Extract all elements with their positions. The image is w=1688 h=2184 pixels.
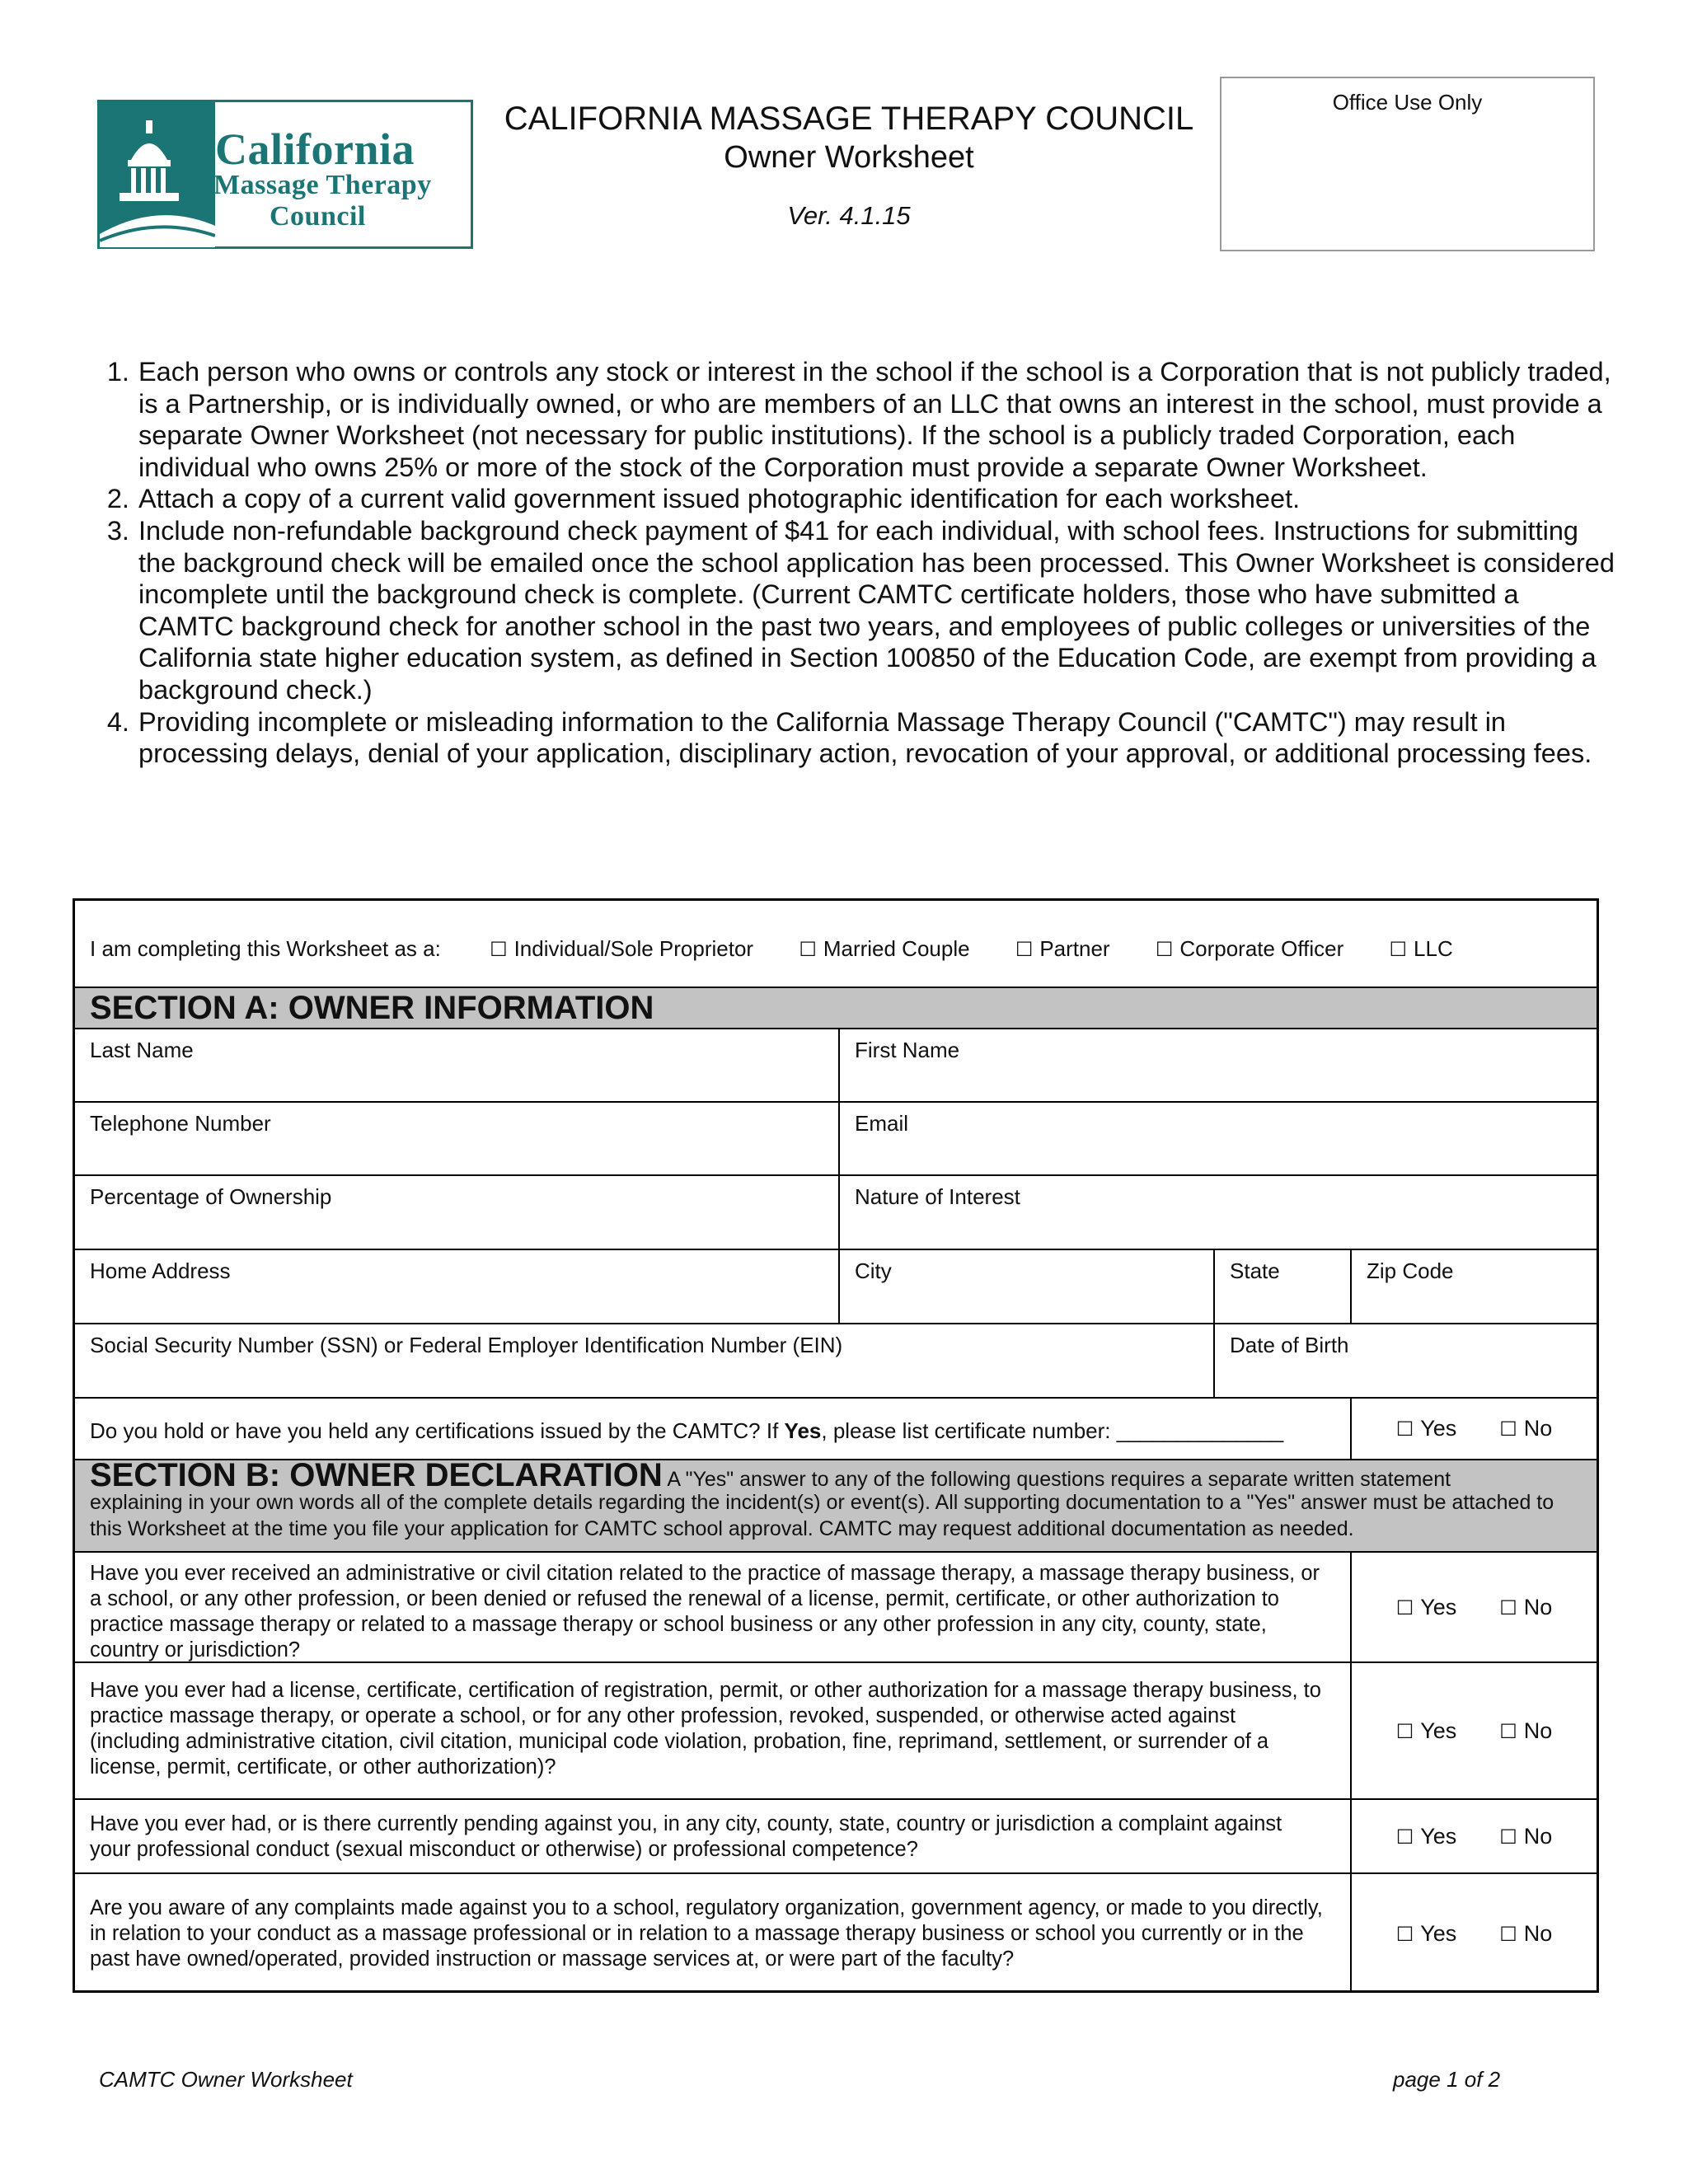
checkbox-icon[interactable]: ☐ bbox=[1499, 1923, 1517, 1946]
form-title: Owner Worksheet bbox=[724, 140, 974, 175]
ownership-field[interactable] bbox=[75, 1176, 838, 1249]
checkbox-icon[interactable]: ☐ bbox=[1395, 1825, 1414, 1849]
checkbox-icon[interactable]: ☐ bbox=[1499, 1720, 1517, 1743]
declaration-question: Have you ever had, or is there currently pending against you, in any city, county, state, country or jurisdiction a complaint against your professional conduct (sexual misconduct or otherwise) or professional competence? bbox=[90, 1812, 1282, 1861]
footer-page-number: page 1 of 2 bbox=[1393, 2067, 1501, 2092]
option-partner[interactable]: ☐ Partner bbox=[1015, 936, 1110, 961]
checkbox-icon[interactable]: ☐ bbox=[1499, 1596, 1517, 1619]
checkbox-icon[interactable]: ☐ bbox=[799, 939, 817, 961]
yes-option[interactable]: ☐ Yes bbox=[1395, 1718, 1457, 1743]
version-label: Ver. 4.1.15 bbox=[787, 201, 911, 230]
declaration-question-row bbox=[75, 1551, 1597, 1661]
declaration-question-row bbox=[75, 1661, 1597, 1798]
declaration-question: Have you ever received an administrative or civil citation related to the practice of massage therapy, a massage therapy business, or a school, or any other profession, or been denied or refused the renewal of a license, permit, certificate, or other authorization to practice massage therapy or related to a massage therapy or school business or any other profession in any city, county, state, country or jurisdiction? bbox=[90, 1562, 1320, 1661]
declaration-question-row bbox=[75, 1798, 1597, 1872]
camtc-logo bbox=[97, 100, 473, 249]
instruction-item: 3. Include non-refundable background check payment of $41 for each individual, with school fees. Instructions for submitting the background check will be emailed once the school application has been processed. This Owner Worksheet is considered incomplete until the background check is complete. (Current CAMTC certificate holders, those who have submitted a CAMTC background check for another school in the past two years, and employees of public colleges or universities of the California state higher education system, as defined in Section 100850 of the Education Code, are exempt from providing a background check.) bbox=[137, 515, 1620, 706]
home-address-field[interactable] bbox=[75, 1250, 838, 1323]
last-name-field[interactable] bbox=[75, 1029, 838, 1101]
completing-as-row bbox=[75, 901, 1597, 987]
owner-form bbox=[73, 898, 1599, 1993]
no-option[interactable]: ☐ No bbox=[1499, 1594, 1553, 1619]
yes-option[interactable]: ☐ Yes bbox=[1395, 1594, 1457, 1619]
option-corporate-officer[interactable]: ☐ Corporate Officer bbox=[1155, 936, 1344, 961]
yes-option[interactable]: ☐ Yes bbox=[1395, 1920, 1457, 1946]
no-option[interactable]: ☐ No bbox=[1499, 1416, 1553, 1441]
question-yes-no bbox=[1350, 1553, 1597, 1661]
ownership-row bbox=[75, 1174, 1597, 1249]
ssn-label: Social Security Number (SSN) or Federal Employer Identification Number (EIN) bbox=[90, 1333, 843, 1357]
checkbox-icon[interactable]: ☐ bbox=[1015, 939, 1034, 961]
dob-label: Date of Birth bbox=[1230, 1333, 1349, 1357]
org-title: CALIFORNIA MASSAGE THERAPY COUNCIL bbox=[504, 101, 1194, 137]
checkbox-icon[interactable]: ☐ bbox=[1395, 1418, 1414, 1441]
option-individual[interactable]: ☐ Individual/Sole Proprietor bbox=[490, 936, 754, 961]
zip-label: Zip Code bbox=[1367, 1258, 1454, 1283]
city-field[interactable] bbox=[838, 1250, 1213, 1323]
instruction-item: 1. Each person who owns or controls any stock or interest in the school if the school is a Corporation that is not publicly traded, is a Partnership, or is individually owned, or who are members of an LLC that owns an interest in the school, must provide a separate Owner Worksheet (not necessary for public institutions). If the school is a publicly traded Corporation, each individual who owns 25% or more of the stock of the Corporation must provide a separate Owner Worksheet. bbox=[137, 356, 1620, 483]
no-option[interactable]: ☐ No bbox=[1499, 1823, 1553, 1849]
ssn-field[interactable] bbox=[75, 1324, 1213, 1397]
checkbox-icon[interactable]: ☐ bbox=[1389, 939, 1408, 961]
question-yes-no bbox=[1350, 1800, 1597, 1872]
checkbox-icon[interactable]: ☐ bbox=[1395, 1596, 1414, 1619]
address-row bbox=[75, 1249, 1597, 1323]
question-yes-no bbox=[1350, 1663, 1597, 1798]
checkbox-icon[interactable]: ☐ bbox=[1499, 1825, 1517, 1849]
checkbox-icon[interactable]: ☐ bbox=[1499, 1418, 1517, 1441]
checkbox-icon[interactable]: ☐ bbox=[490, 939, 508, 961]
section-b-intro: explaining in your own words all of the complete details regarding the incident(s) or event(s). All supporting documentation to a "Yes" answer must be attached to this Worksheet at the time you file your application for CAMTC school approval. CAMTC may request additional documentation as needed. bbox=[90, 1491, 1554, 1540]
telephone-field[interactable] bbox=[75, 1103, 838, 1174]
logo-text-council: Council bbox=[270, 201, 366, 232]
name-row bbox=[75, 1028, 1597, 1101]
email-field[interactable] bbox=[838, 1103, 1597, 1174]
no-option[interactable]: ☐ No bbox=[1499, 1920, 1553, 1946]
question-yes-no bbox=[1350, 1874, 1597, 1993]
instructions-list bbox=[97, 356, 1620, 770]
checkbox-icon[interactable]: ☐ bbox=[1155, 939, 1174, 961]
cert-yes-no bbox=[1350, 1399, 1597, 1459]
declaration-question: Are you aware of any complaints made against you to a school, regulatory organization, government agency, or made to you directly, in relation to your conduct as a massage professional or in relation to a massage therapy business or school you currently or in the past have owned/operated, provided instruction or massage services at, or were part of the faculty? bbox=[90, 1896, 1323, 1971]
capitol-dome-icon bbox=[100, 102, 215, 247]
yes-option[interactable]: ☐ Yes bbox=[1395, 1823, 1457, 1849]
interest-field[interactable] bbox=[838, 1176, 1597, 1249]
first-name-field[interactable] bbox=[838, 1029, 1597, 1101]
telephone-label: Telephone Number bbox=[90, 1111, 271, 1136]
home-address-label: Home Address bbox=[90, 1258, 231, 1283]
office-use-box bbox=[1220, 77, 1595, 251]
section-a-title: SECTION A: OWNER INFORMATION bbox=[90, 990, 654, 1026]
instruction-item: 4. Providing incomplete or misleading information to the California Massage Therapy Council ("CAMTC") may result in processing delays, denial of your application, disciplinary action, revocation of your approval, or additional processing fees. bbox=[137, 706, 1620, 770]
section-a-header bbox=[75, 987, 1597, 1028]
last-name-label: Last Name bbox=[90, 1038, 194, 1062]
instruction-item: 2. Attach a copy of a current valid government issued photographic identification for each worksheet. bbox=[137, 483, 1620, 515]
yes-option[interactable]: ☐ Yes bbox=[1395, 1416, 1457, 1441]
city-label: City bbox=[855, 1258, 892, 1283]
option-llc[interactable]: ☐ LLC bbox=[1389, 936, 1453, 961]
contact-row bbox=[75, 1101, 1597, 1174]
logo-text-massage-therapy: Massage Therapy bbox=[213, 170, 432, 200]
section-b-intro-first: A "Yes" answer to any of the following questions requires a separate written statement bbox=[662, 1468, 1451, 1491]
checkbox-icon[interactable]: ☐ bbox=[1395, 1720, 1414, 1743]
ssn-row bbox=[75, 1323, 1597, 1397]
declaration-question-row bbox=[75, 1872, 1597, 1993]
completing-as-label: I am completing this Worksheet as a: bbox=[90, 936, 441, 961]
interest-label: Nature of Interest bbox=[855, 1184, 1020, 1209]
logo-text-california: California bbox=[215, 124, 415, 174]
email-label: Email bbox=[855, 1111, 909, 1136]
dob-field[interactable] bbox=[1213, 1324, 1597, 1397]
section-b-title: SECTION B: OWNER DECLARATION bbox=[90, 1457, 663, 1493]
state-field[interactable] bbox=[1213, 1250, 1350, 1323]
cert-number-line[interactable]: , please list certificate number: ______________ bbox=[821, 1418, 1284, 1443]
first-name-label: First Name bbox=[855, 1038, 960, 1062]
cert-question-row bbox=[75, 1397, 1597, 1459]
title-block bbox=[486, 99, 1212, 231]
footer-form-name: CAMTC Owner Worksheet bbox=[99, 2067, 353, 2092]
state-label: State bbox=[1230, 1258, 1280, 1283]
option-married-couple[interactable]: ☐ Married Couple bbox=[799, 936, 970, 961]
no-option[interactable]: ☐ No bbox=[1499, 1718, 1553, 1743]
checkbox-icon[interactable]: ☐ bbox=[1395, 1923, 1414, 1946]
cert-question: Do you hold or have you held any certifications issued by the CAMTC? If Yes, please list certificate number: ______________ bbox=[90, 1418, 1284, 1443]
office-use-label: Office Use Only bbox=[1332, 90, 1483, 115]
zip-field[interactable] bbox=[1350, 1250, 1597, 1323]
declaration-question: Have you ever had a license, certificate, certification of registration, permit, or other authorization for a massage therapy business, to practice massage therapy, or operate a school, or for any other profession, revoked, suspended, or otherwise acted against (including administrative citation, civil citation, municipal code violation, probation, fine, reprimand, settlement, or surrender of a license, permit, certificate, or other authorization)? bbox=[90, 1679, 1321, 1779]
section-b-header bbox=[75, 1459, 1597, 1551]
ownership-label: Percentage of Ownership bbox=[90, 1184, 332, 1209]
